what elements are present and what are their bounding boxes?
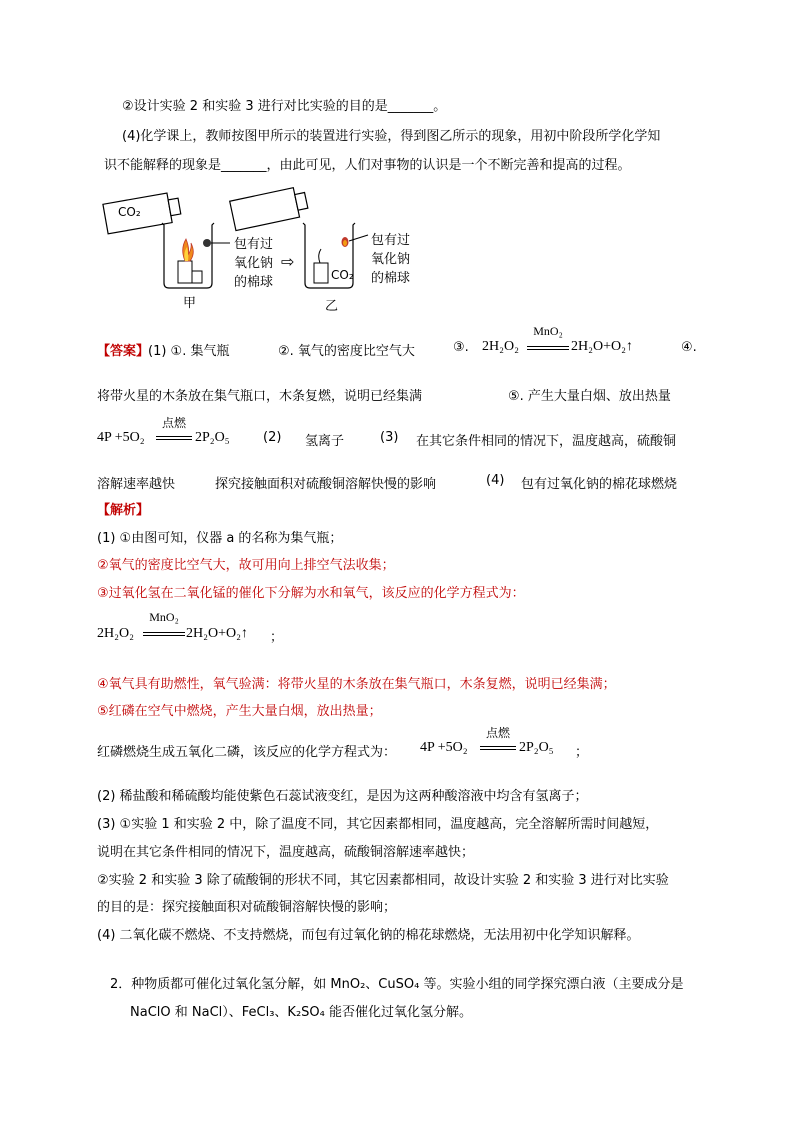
formula-p-right: 2P₂O₅ bbox=[195, 430, 230, 445]
analysis-l7: (2) 稀盐酸和稀硫酸均能使紫色石蕊试液变红，是因为这两种酸溶液中均含有氢离子； bbox=[97, 789, 588, 804]
ball-label-left-1: 包有过 bbox=[234, 237, 274, 252]
beaker-label-right: CO₂ bbox=[331, 268, 354, 282]
analysis-l6: 红磷燃烧生成五氧化二磷，该反应的化学方程式为： bbox=[97, 745, 397, 760]
ball-label-right-3: 的棉球 bbox=[371, 271, 411, 286]
arrow-icon: ⇨ bbox=[281, 252, 295, 271]
answer-1c: ③. bbox=[453, 340, 469, 355]
next-question-l2: NaClO 和 NaCl）、FeCl₃、K₂SO₄ 能否催化过氧化氢分解。 bbox=[130, 1005, 472, 1020]
formula-analysis-p-left: 4P +5O₂ bbox=[420, 740, 468, 755]
caption-right: 乙 bbox=[325, 299, 339, 314]
answer-1a: (1) ①. 集气瓶 bbox=[148, 344, 230, 359]
analysis-l6-end: ； bbox=[575, 745, 589, 760]
ball-label-right-2: 氧化钠 bbox=[371, 252, 411, 267]
formula-condition-1: 点燃 bbox=[161, 416, 186, 430]
answer-3e: 在其它条件相同的情况下，温度越高，硫酸铜 bbox=[416, 434, 677, 449]
formula-analysis-p-right: 2P₂O₅ bbox=[519, 740, 554, 755]
analysis-l5: ⑤红磷在空气中燃烧，产生大量白烟，放出热量； bbox=[97, 704, 382, 719]
question-line-1: ②设计实验 2 和实验 3 进行对比实验的目的是_______。 bbox=[122, 99, 447, 114]
next-question-l1: 2．种物质都可催化过氧化氢分解，如 MnO₂、CuSO₄ 等。实验小组的同学探究漂白液（主要成分是 bbox=[110, 977, 684, 992]
analysis-l10: ②实验 2 和实验 3 除了硫酸铜的形状不同，其它因素都相同，故设计实验 2 和实验 3 进行对比实验 bbox=[97, 873, 669, 888]
formula-condition-2: 点燃 bbox=[485, 726, 510, 740]
caption-left: 甲 bbox=[183, 296, 197, 311]
answer-3d: (3) bbox=[380, 430, 399, 445]
formula-catalyst-2: MnO₂ bbox=[149, 610, 179, 624]
answer-3b: (2) bbox=[263, 430, 282, 445]
answer-1d: ④. bbox=[681, 340, 697, 355]
bottle-label-left: CO₂ bbox=[118, 205, 141, 219]
analysis-l11: 的目的是：探究接触面积对硫酸铜溶解快慢的影响； bbox=[97, 900, 397, 915]
formula-analysis-h2o2-right: 2H₂O+O₂↑ bbox=[186, 626, 248, 641]
analysis-l3-end: ； bbox=[270, 630, 284, 645]
analysis-heading: 【解析】 bbox=[97, 503, 150, 518]
analysis-l3: ③过氧化氢在二氧化锰的催化下分解为水和氧气，该反应的化学方程式为： bbox=[97, 586, 525, 601]
answer-4a: 溶解速率越快 bbox=[97, 477, 176, 492]
analysis-l4: ④氧气具有助燃性，氧气验满：将带火星的木条放在集气瓶口，木条复燃，说明已经集满； bbox=[97, 677, 616, 692]
analysis-l2: ②氧气的密度比空气大，故可用向上排空气法收集； bbox=[97, 558, 395, 573]
answer-line-2b: ⑤. 产生大量白烟、放出热量 bbox=[508, 389, 671, 404]
answer-line-2: 将带火星的木条放在集气瓶口，木条复燃，说明已经集满 bbox=[97, 389, 423, 404]
question-line-3: 识不能解释的现象是_______，由此可见，人们对事物的认识是一个不断完善和提高的过程。 bbox=[104, 158, 631, 173]
answer-4b: 探究接触面积对硫酸铜溶解快慢的影响 bbox=[215, 477, 437, 492]
analysis-l1: (1) ①由图可知，仪器 a 的名称为集气瓶； bbox=[97, 531, 343, 546]
answer-3c: 氢离子 bbox=[305, 434, 345, 449]
formula-catalyst-1: MnO₂ bbox=[533, 324, 563, 338]
answer-4d: 包有过氧化钠的棉花球燃烧 bbox=[521, 477, 678, 492]
ball-label-left-3: 的棉球 bbox=[234, 275, 274, 290]
question-line-2: (4)化学课上，教师按图甲所示的装置进行实验，得到图乙所示的现象，用初中阶段所学化学知 bbox=[122, 129, 661, 144]
formula-h2o2-right: 2H₂O+O₂↑ bbox=[571, 339, 633, 354]
answer-1b: ②. 氧气的密度比空气大 bbox=[278, 344, 415, 359]
analysis-l12: (4) 二氧化碳不燃烧、不支持燃烧，而包有过氧化钠的棉花球燃烧，无法用初中化学知识解释。 bbox=[97, 928, 640, 943]
answer-4c: (4) bbox=[486, 473, 505, 488]
formula-p-left: 4P +5O₂ bbox=[97, 430, 145, 445]
ball-label-left-2: 氧化钠 bbox=[234, 256, 274, 271]
analysis-l8: (3) ①实验 1 和实验 2 中，除了温度不同，其它因素都相同，温度越高，完全溶解所需时间越短， bbox=[97, 817, 659, 832]
ball-label-right-1: 包有过 bbox=[371, 233, 411, 248]
answer-heading: 【答案】 bbox=[97, 344, 150, 359]
formula-analysis-h2o2-left: 2H₂O₂ bbox=[97, 626, 134, 641]
analysis-l9: 说明在其它条件相同的情况下，温度越高，硫酸铜溶解速率越快； bbox=[97, 845, 475, 860]
formula-h2o2-left: 2H₂O₂ bbox=[482, 339, 519, 354]
